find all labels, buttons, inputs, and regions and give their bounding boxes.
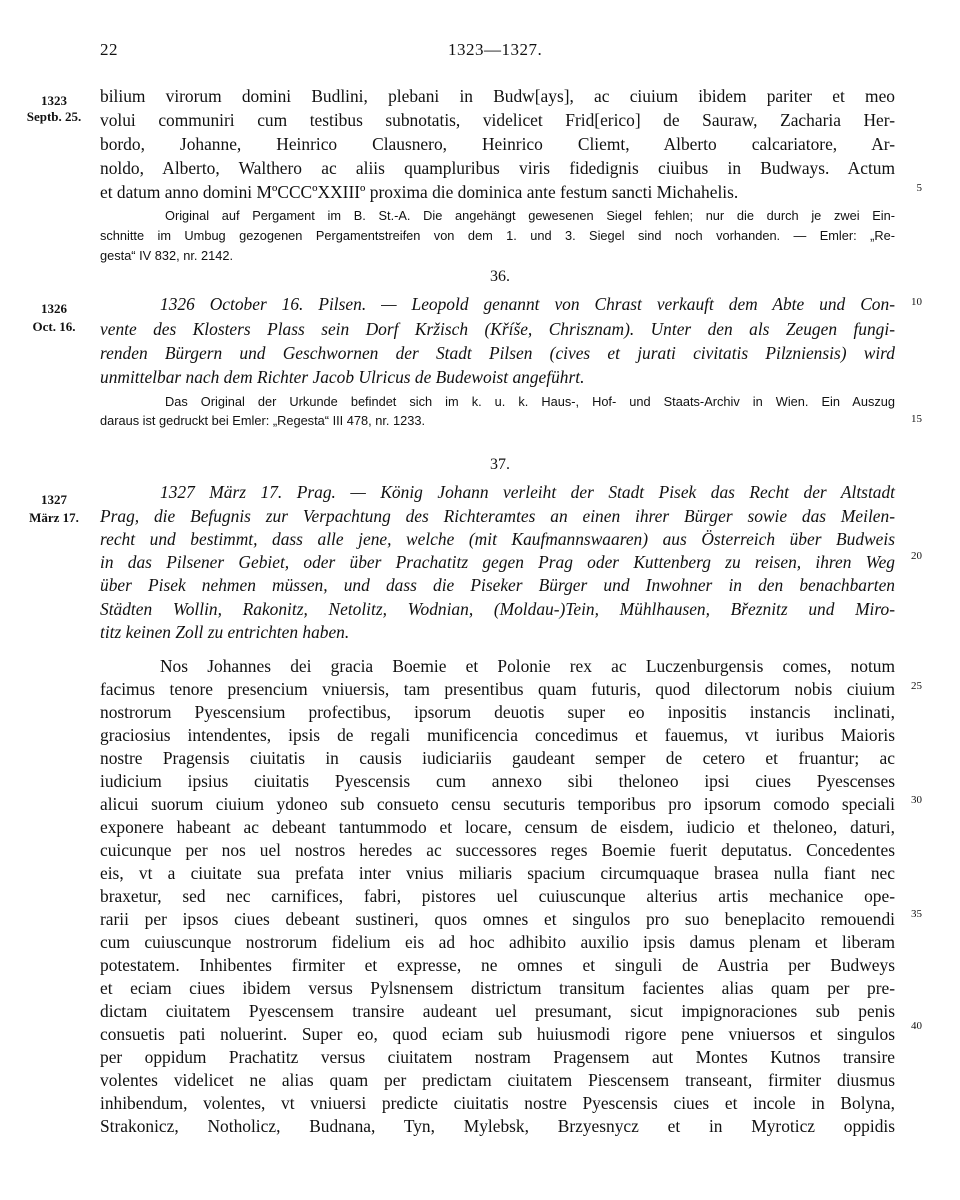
charter-text-line: per oppidum Prachatitz versus ciuitatem nostram Pragensem aut Montes Kutnos transire [100, 1047, 895, 1067]
line-number: 10 [911, 296, 922, 308]
document-number: 36. [490, 268, 510, 285]
regest-line: in das Pilsener Gebiet, oder über Prachatitz gegen Prag oder Kuttenberg zu reisen, ihren Weg [100, 552, 895, 572]
charter-text-line: cuicunque per nos uel nostros heredes ac successores reges Boemie fuerit deputatus. Concedentes [100, 840, 895, 860]
regest-line: titz keinen Zoll zu entrichten haben. [100, 622, 350, 642]
margin-date-day: Septb. 25. [26, 109, 82, 124]
regest-line: unmittelbar nach dem Richter Jacob Ulricus de Budewoist angeführt. [100, 367, 585, 387]
regest-line: über Pisek nehmen müssen, und dass die Piseker Bürger und Inwohner in den benachbarten [100, 575, 895, 595]
line-number: 25 [911, 680, 922, 692]
text-line: volui communiri cum testibus subnotatis, videlicet Frid[erico] de Sauraw, Zacharia Her- [100, 110, 895, 130]
charter-text-line: et eciam ciues ibidem versus Pylsnensem districtum transitum facientes alias quam per pre- [100, 978, 895, 998]
regest-line: Städten Wollin, Rakonitz, Netolitz, Wodnian, (Moldau-)Tein, Mühlhausen, Březnitz und Miro- [100, 599, 895, 619]
charter-text-line: alicui suorum ciuium ydoneo sub consueto censu secuturis temporibus pro ipsorum comodo speciali [100, 794, 895, 814]
page-number: 22 [100, 40, 118, 59]
text-line: bilium virorum domini Budlini, plebani in Budw[ays], ac ciuium ibidem pariter et meo [100, 86, 895, 106]
margin-date-day: Oct. 16. [32, 319, 76, 334]
source-note-line: gesta“ IV 832, nr. 2142. [100, 248, 234, 263]
charter-text-line: consuetis pati noluerint. Super eo, quod eciam sub huiusmodi rigore pene vniuersos et singulos [100, 1024, 895, 1044]
margin-date-year: 1326 [41, 301, 67, 316]
charter-text-line: volentes videlicet ne alias quam per predictam ciuitatem Piescensem transeant, firmiter diusmus [100, 1070, 895, 1090]
charter-text-line: graciosius intendentes, ipsis de regali munificencia concedimus et fauemus, vt iuribus Maioris [100, 725, 895, 745]
text-line: et datum anno domini MºCCCºXXIIIº proxima die dominica ante festum sancti Michahelis. [100, 182, 739, 202]
document-number: 37. [490, 456, 510, 473]
charter-text-line: inhibendum, volentes, vt vniuersi predicte ciuitatis nostre Pyescensis ciues et incole in Bolyna, [100, 1093, 895, 1113]
regest-line: 1326 October 16. Pilsen. — Leopold genannt von Chrast verkauft dem Abte und Con- [160, 294, 895, 314]
regest-line: vente des Klosters Plass sein Dorf Kržisch (Kříše, Chrisznam). Unter den als Zeugen fungi- [100, 319, 895, 339]
charter-text-line: braxetur, sed nec carnifices, fabri, pistores uel cuiuscunque alterius artis mechanice ope- [100, 886, 895, 906]
text-line: noldo, Alberto, Walthero ac aliis quampluribus viris fidedignis ciuibus in Budways. Actum [100, 158, 895, 178]
source-note-line: Original auf Pergament im B. St.-A. Die angehängt gewesenen Siegel fehlen; nur die durch je zwei Ein- [165, 208, 895, 223]
charter-text-line: dictam ciuitatem Pyescensem transire audeant uel presumant, sicut impignoraciones sub penis [100, 1001, 895, 1021]
charter-text-line: iudicium ipsius ciuitatis Pyescensis cum annexo sibi theloneo ipsi ciues Pyescenses [100, 771, 895, 791]
charter-text-line: potestatem. Inhibentes firmiter et expresse, ne omnes et singuli de Austria per Budweys [100, 955, 895, 975]
line-number: 35 [911, 908, 922, 920]
source-note-line: Das Original der Urkunde befindet sich im k. u. k. Haus-, Hof- und Staats-Archiv in Wien. Ein Auszug [165, 394, 895, 409]
regest-line: 1327 März 17. Prag. — König Johann verleiht der Stadt Pisek das Recht der Altstadt [160, 482, 895, 502]
line-number: 15 [911, 413, 922, 425]
charter-text-line: cum cuiuscunque nostrorum fidelium eis ad hoc adhibito auxilio ipsis damus plenam et liberam [100, 932, 895, 952]
charter-text-line: nostre Pragensis ciuitatis in causis iudiciariis gaudeant semper de cetero et fruantur; ac [100, 748, 895, 768]
line-number: 5 [916, 182, 922, 194]
charter-text-line: Strakonicz, Notholicz, Budnana, Tyn, Mylebsk, Brzyesnycz et in Myroticz oppidis [100, 1116, 895, 1136]
running-header: 1323—1327. [448, 40, 543, 59]
charter-text-line: Nos Johannes dei gracia Boemie et Polonie rex ac Luczenburgensis comes, notum [160, 656, 895, 676]
line-number: 30 [911, 794, 922, 806]
line-number: 40 [911, 1020, 922, 1032]
margin-date-day: März 17. [29, 510, 79, 525]
margin-date-year: 1327 [41, 492, 67, 507]
regest-line: recht und bestimmt, dass alle jene, welche (mit Kaufmannswaaren) aus Österreich über Budweis [100, 529, 895, 549]
margin-date-year: 1323 [41, 93, 67, 108]
regest-line: renden Bürgern und Geschwornen der Stadt Pilsen (cives et jurati civitatis Pilzniensis) wird [100, 343, 895, 363]
charter-text-line: exponere habeant ac debeant tantummodo et locare, censum de eisdem, iudicio et theloneo, daturi, [100, 817, 895, 837]
charter-text-line: facimus tenore presencium vniuersis, tam presentibus quam futuris, quod dilectorum nobis ciuium [100, 679, 895, 699]
charter-text-line: eis, vt a ciuitate sua prefata inter vnius miliaris spacium circumquaque brasea nulla fiant nec [100, 863, 895, 883]
line-number: 20 [911, 550, 922, 562]
charter-text-line: nostrorum Pyescensium profectibus, ipsorum deuotis super eo inpositis instancis inclinati, [100, 702, 895, 722]
text-line: bordo, Johanne, Heinrico Clausnero, Heinrico Cliemt, Alberto calcariatore, Ar- [100, 134, 895, 154]
regest-line: Prag, die Befugnis zur Verpachtung des Richteramtes an einen ihrer Bürger sowie das Meilen- [100, 506, 895, 526]
source-note-line: schnitte im Umbug gezogenen Pergamentstreifen von dem 1. und 3. Siegel sind noch vorhanden. — Emler: „Re- [100, 228, 895, 243]
source-note-line: daraus ist gedruckt bei Emler: „Regesta“ III 478, nr. 1233. [100, 413, 426, 428]
charter-text-line: rarii per ipsos ciues debeant sustineri, quos omnes et singulos pro suo beneplacito remouendi [100, 909, 895, 929]
